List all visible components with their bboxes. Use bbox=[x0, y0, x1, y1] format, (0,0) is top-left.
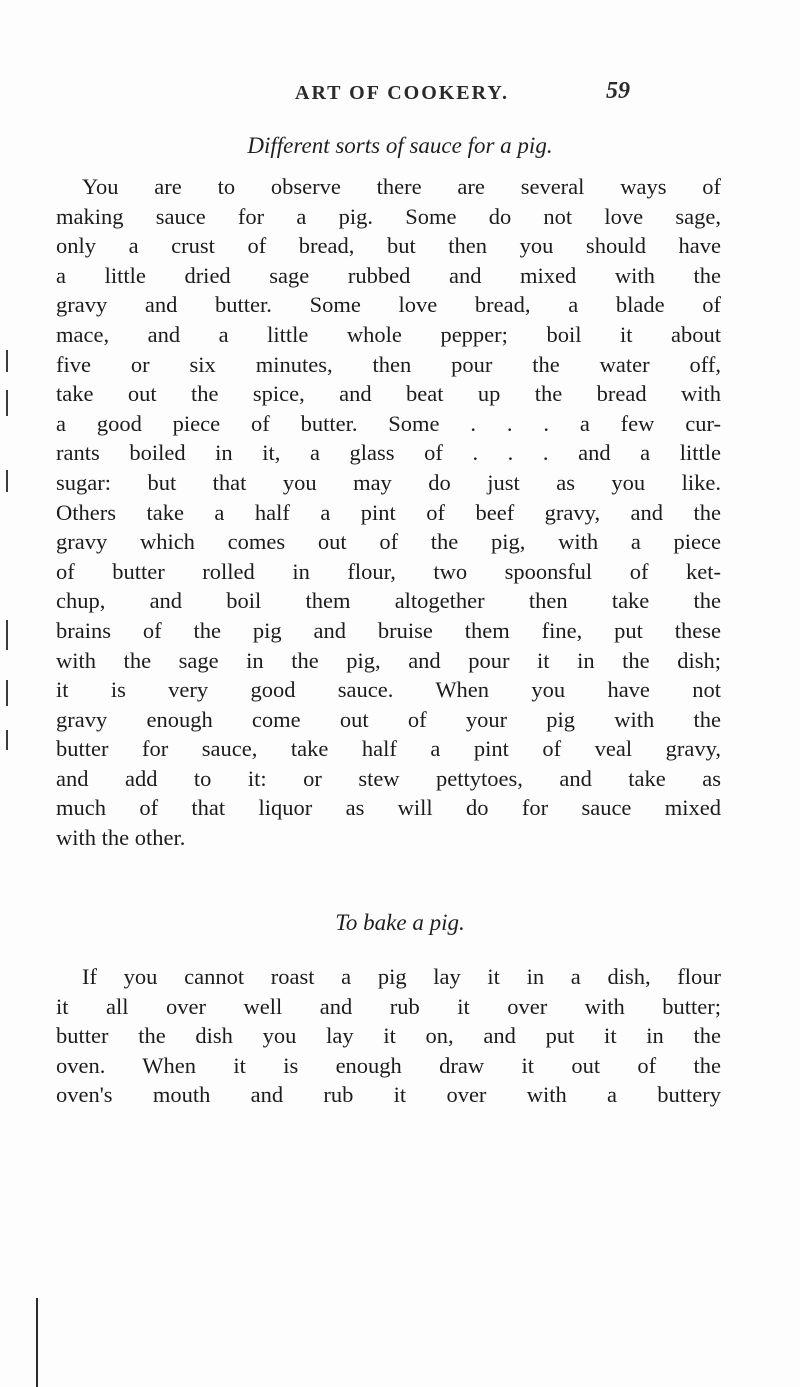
page-edge-line bbox=[36, 1298, 38, 1387]
text-line: gravy enough come out of your pig with the bbox=[56, 706, 721, 732]
text-line: Others take a half a pint of beef gravy, and the bbox=[56, 499, 721, 525]
text-line: and add to it: or stew pettytoes, and take as bbox=[56, 765, 721, 791]
paragraph-sauce-for-pig bbox=[56, 172, 721, 853]
text-line: oven. When it is enough draw it out of the bbox=[56, 1052, 721, 1078]
text-line: brains of the pig and bruise them fine, put these bbox=[56, 617, 721, 643]
text-line: butter the dish you lay it on, and put it in the bbox=[56, 1023, 721, 1049]
text-line: five or six minutes, then pour the water off, bbox=[56, 351, 721, 377]
text-line: it all over well and rub it over with butter; bbox=[56, 993, 721, 1019]
paragraph-bake-a-pig bbox=[56, 962, 721, 1110]
text-line: butter for sauce, take half a pint of veal gravy, bbox=[56, 736, 721, 762]
text-line: mace, and a little whole pepper; boil it about bbox=[56, 321, 721, 347]
text-line: of butter rolled in flour, two spoonsful of ket- bbox=[56, 558, 721, 584]
text-line: it is very good sauce. When you have not bbox=[56, 677, 721, 703]
text-line: a good piece of butter. Some . . . a few cur- bbox=[56, 410, 721, 436]
running-title: ART OF COOKERY. bbox=[295, 82, 509, 104]
page-number: 59 bbox=[606, 78, 630, 104]
section-heading-bake-a-pig: To bake a pig. bbox=[335, 910, 465, 935]
text-line: with the other. bbox=[56, 825, 186, 851]
text-line: a little dried sage rubbed and mixed with the bbox=[56, 262, 721, 288]
text-line: If you cannot roast a pig lay it in a dish, flour bbox=[82, 964, 721, 989]
text-line: sugar: but that you may do just as you like. bbox=[56, 469, 721, 495]
text-line: rants boiled in it, a glass of . . . and a little bbox=[56, 440, 721, 466]
text-line: with the sage in the pig, and pour it in the dish; bbox=[56, 647, 721, 673]
text-line: making sauce for a pig. Some do not love sage, bbox=[56, 203, 721, 229]
text-line: oven's mouth and rub it over with a buttery bbox=[56, 1082, 721, 1108]
text-line: much of that liquor as will do for sauce mixed bbox=[56, 795, 721, 821]
bleed-through-margin-marks bbox=[2, 350, 18, 750]
text-line: chup, and boil them altogether then take the bbox=[56, 588, 721, 614]
section-heading-sauce-for-pig: Different sorts of sauce for a pig. bbox=[247, 133, 553, 158]
text-line: take out the spice, and beat up the bread with bbox=[56, 381, 721, 407]
text-line: gravy and butter. Some love bread, a blade of bbox=[56, 292, 721, 318]
text-line: You are to observe there are several ways of bbox=[82, 174, 721, 199]
text-line: only a crust of bread, but then you should have bbox=[56, 233, 721, 259]
text-line: gravy which comes out of the pig, with a piece bbox=[56, 529, 721, 555]
